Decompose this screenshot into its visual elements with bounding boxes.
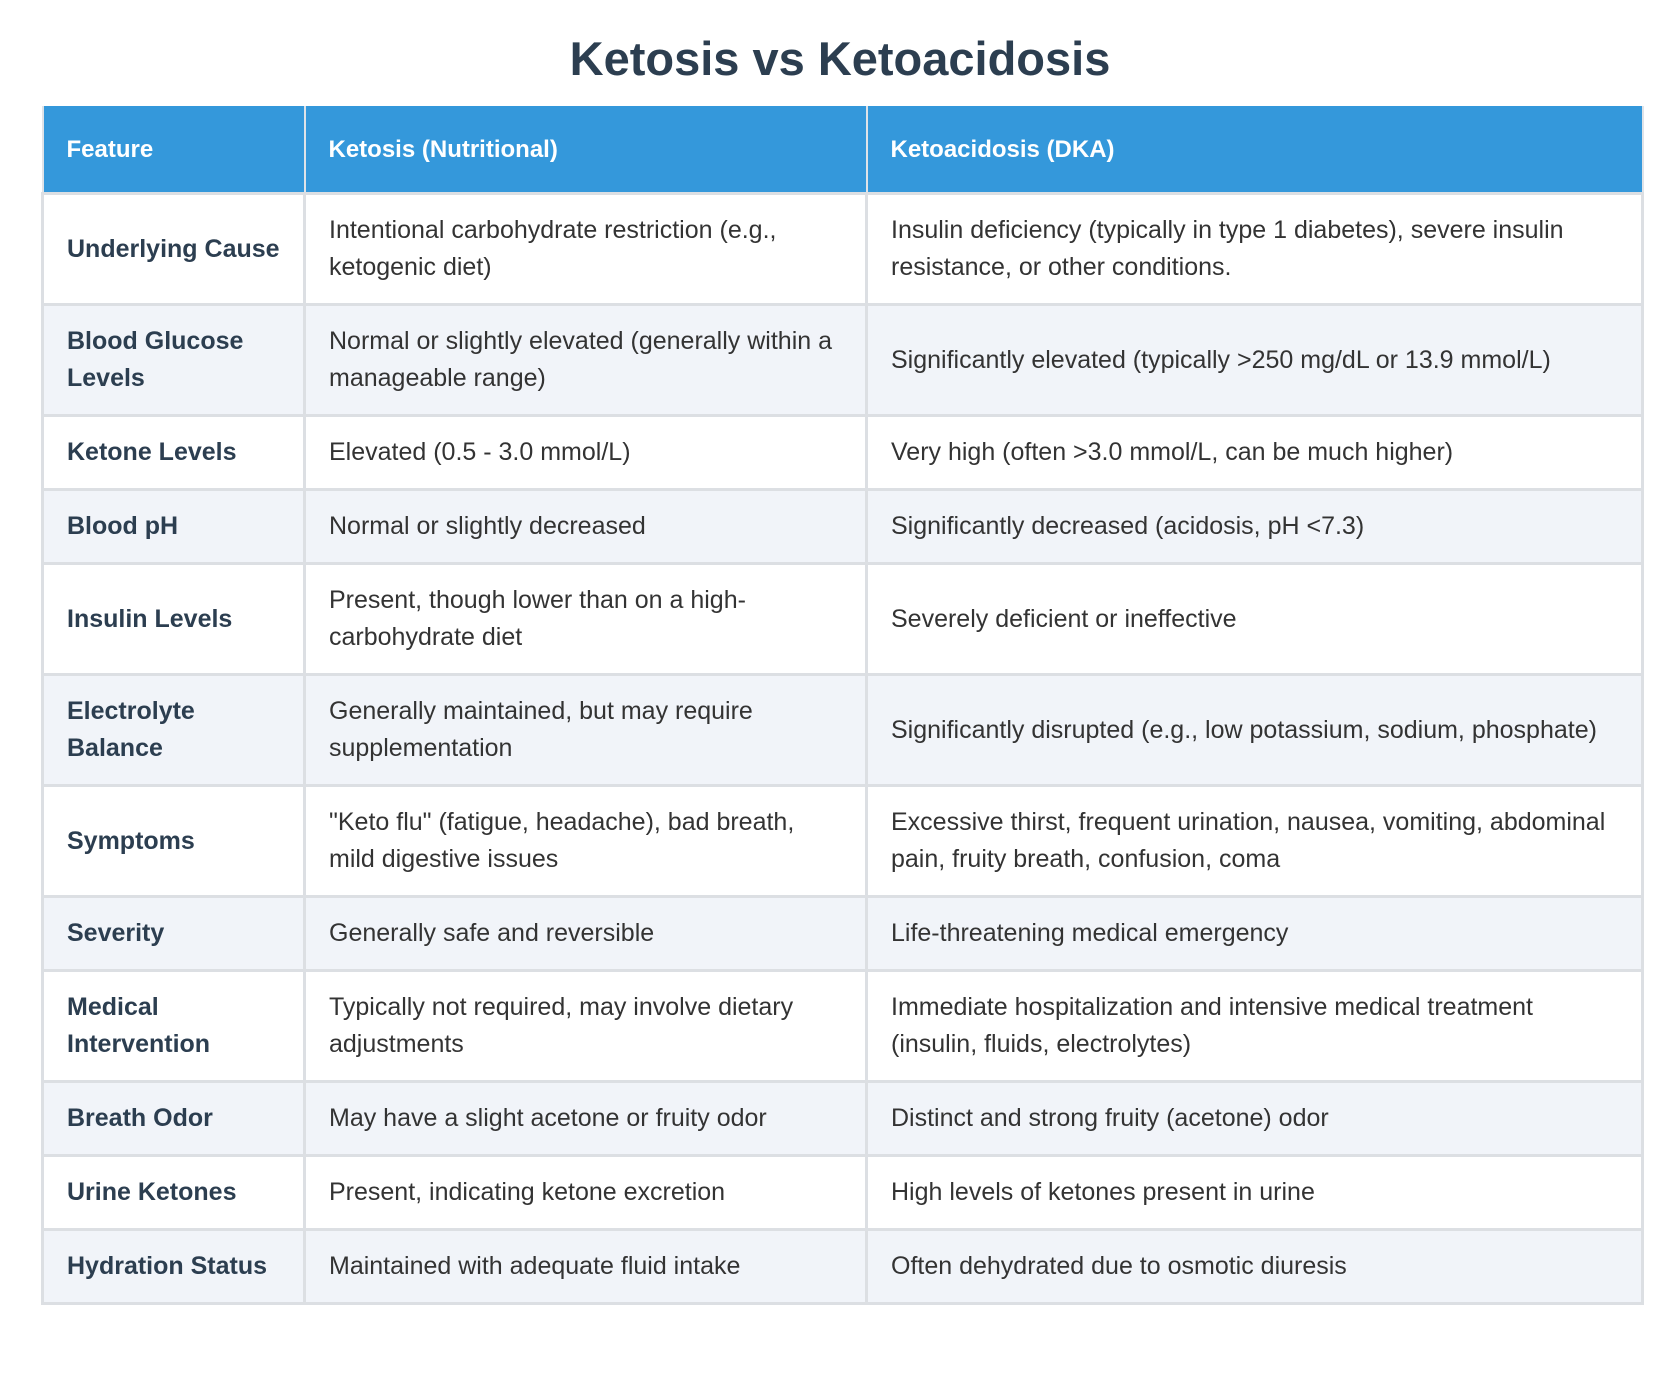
table-row (43, 305, 1643, 416)
ketoacidosis-cell: Insulin deficiency (typically in type 1 diabetes), severe insulin resistance, or other conditions. (867, 194, 1643, 305)
table-row (43, 1156, 1643, 1230)
feature-cell: Severity (43, 897, 305, 971)
ketoacidosis-cell: Significantly disrupted (e.g., low potassium, sodium, phosphate) (867, 675, 1643, 786)
ketosis-cell: Normal or slightly elevated (generally within a manageable range) (305, 305, 867, 416)
feature-cell: Hydration Status (43, 1230, 305, 1304)
table-body (43, 194, 1643, 1304)
ketoacidosis-cell: Excessive thirst, frequent urination, nausea, vomiting, abdominal pain, fruity breath, confusion, coma (867, 786, 1643, 897)
table-header (43, 106, 1643, 194)
ketoacidosis-cell: Life-threatening medical emergency (867, 897, 1643, 971)
feature-cell: Medical Intervention (43, 971, 305, 1082)
table-row (43, 564, 1643, 675)
header-ketoacidosis: Ketoacidosis (DKA) (867, 106, 1643, 194)
feature-cell: Electrolyte Balance (43, 675, 305, 786)
feature-cell: Symptoms (43, 786, 305, 897)
ketoacidosis-cell: Severely deficient or ineffective (867, 564, 1643, 675)
ketosis-cell: Normal or slightly decreased (305, 490, 867, 564)
page-title: Ketosis vs Ketoacidosis (569, 32, 1111, 85)
ketosis-cell: Generally maintained, but may require supplementation (305, 675, 867, 786)
table-row (43, 490, 1643, 564)
ketosis-cell: Typically not required, may involve dietary adjustments (305, 971, 867, 1082)
feature-cell: Blood Glucose Levels (43, 305, 305, 416)
ketosis-cell: Present, indicating ketone excretion (305, 1156, 867, 1230)
header-row (43, 106, 1643, 194)
ketosis-cell: Present, though lower than on a high-carbohydrate diet (305, 564, 867, 675)
feature-cell: Insulin Levels (43, 564, 305, 675)
ketoacidosis-cell: High levels of ketones present in urine (867, 1156, 1643, 1230)
feature-cell: Urine Ketones (43, 1156, 305, 1230)
ketoacidosis-cell: Significantly decreased (acidosis, pH <7.3) (867, 490, 1643, 564)
header-feature: Feature (43, 106, 305, 194)
feature-cell: Ketone Levels (43, 416, 305, 490)
header-ketosis: Ketosis (Nutritional) (305, 106, 867, 194)
table-row (43, 897, 1643, 971)
ketoacidosis-cell: Often dehydrated due to osmotic diuresis (867, 1230, 1643, 1304)
ketosis-cell: "Keto flu" (fatigue, headache), bad breath, mild digestive issues (305, 786, 867, 897)
feature-cell: Blood pH (43, 490, 305, 564)
table-row (43, 786, 1643, 897)
table-row (43, 416, 1643, 490)
ketosis-cell: May have a slight acetone or fruity odor (305, 1082, 867, 1156)
ketoacidosis-cell: Immediate hospitalization and intensive medical treatment (insulin, fluids, electrolytes) (867, 971, 1643, 1082)
table-row (43, 971, 1643, 1082)
ketoacidosis-cell: Very high (often >3.0 mmol/L, can be much higher) (867, 416, 1643, 490)
ketosis-cell: Elevated (0.5 - 3.0 mmol/L) (305, 416, 867, 490)
ketosis-cell: Maintained with adequate fluid intake (305, 1230, 867, 1304)
feature-cell: Breath Odor (43, 1082, 305, 1156)
comparison-table (41, 106, 1644, 1305)
table-row (43, 675, 1643, 786)
ketosis-cell: Generally safe and reversible (305, 897, 867, 971)
ketoacidosis-cell: Distinct and strong fruity (acetone) odor (867, 1082, 1643, 1156)
table-row (43, 1082, 1643, 1156)
ketosis-cell: Intentional carbohydrate restriction (e.g., ketogenic diet) (305, 194, 867, 305)
table-row (43, 1230, 1643, 1304)
table-row (43, 194, 1643, 305)
ketoacidosis-cell: Significantly elevated (typically >250 mg/dL or 13.9 mmol/L) (867, 305, 1643, 416)
feature-cell: Underlying Cause (43, 194, 305, 305)
